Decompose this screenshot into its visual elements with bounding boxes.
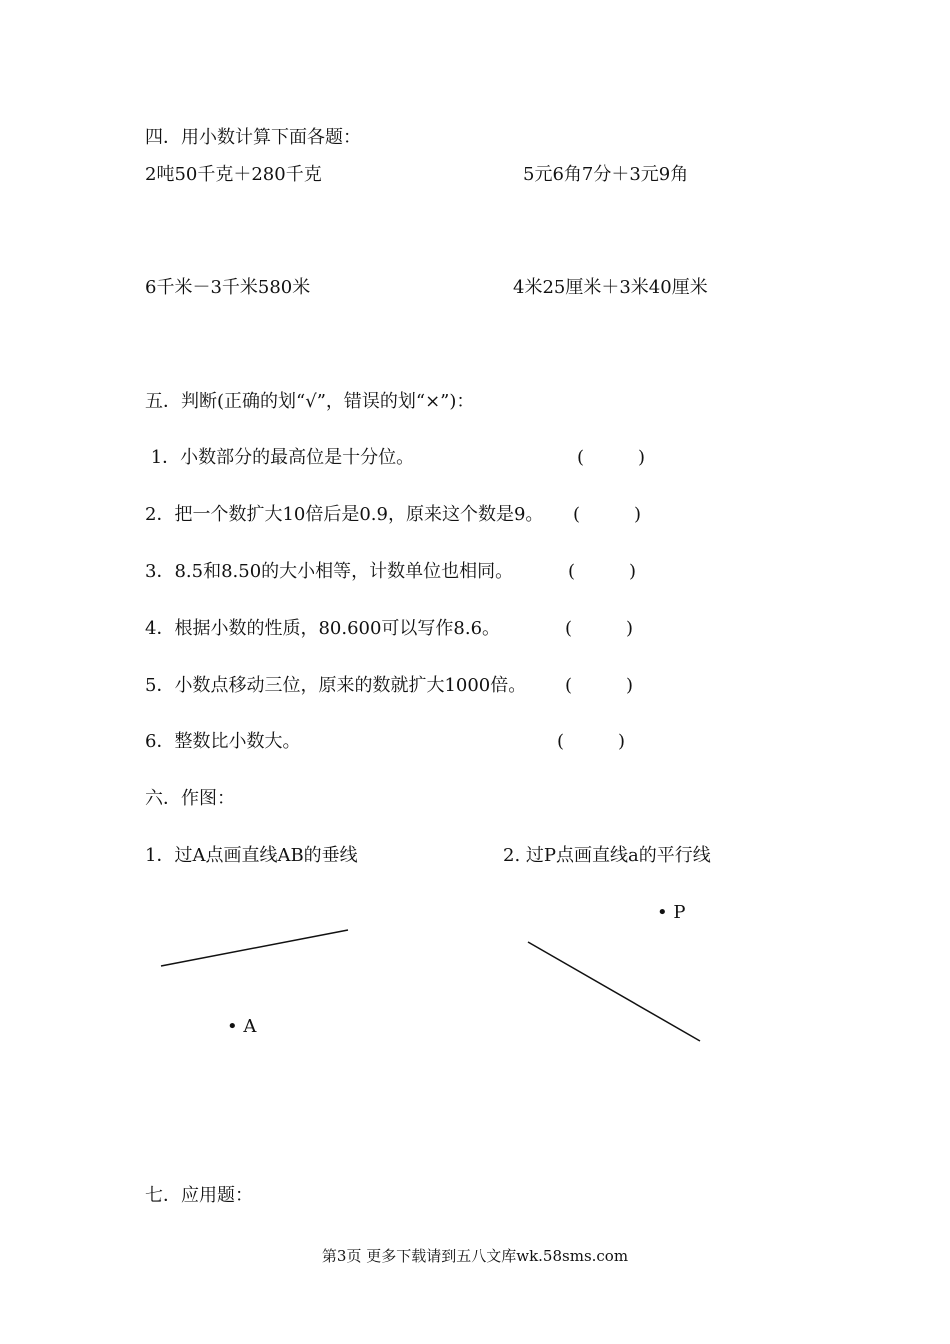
point-a-label: • A bbox=[227, 1016, 257, 1037]
point-p-label: • P bbox=[657, 902, 686, 923]
question-4-1: 2吨50千克＋280千克 bbox=[145, 164, 322, 185]
judge-item-1-paren: ( ) bbox=[577, 447, 646, 468]
section4-title: 四．用小数计算下面各题： bbox=[145, 127, 361, 148]
judge-item-4-text: 4．根据小数的性质，80.600可以写作8.6。 bbox=[145, 618, 501, 639]
question-4-2: 5元6角7分＋3元9角 bbox=[523, 164, 689, 185]
line-a bbox=[528, 942, 700, 1041]
judge-item-5-paren: ( ) bbox=[565, 675, 634, 696]
judge-item-4-paren: ( ) bbox=[565, 618, 634, 639]
judge-item-3-text: 3．8.5和8.50的大小相等，计数单位也相同。 bbox=[145, 561, 514, 582]
line-ab bbox=[161, 930, 348, 966]
judge-item-3-paren: ( ) bbox=[568, 561, 637, 582]
judge-item-5-text: 5．小数点移动三位，原来的数就扩大1000倍。 bbox=[145, 675, 527, 696]
page-footer: 第3页 更多下载请到五八文库wk.58sms.com bbox=[321, 1247, 629, 1265]
drawing-task-1: 1．过A点画直线AB的垂线 bbox=[145, 845, 358, 866]
judge-item-6-paren: ( ) bbox=[557, 731, 626, 752]
question-4-4: 4米25厘米＋3米40厘米 bbox=[513, 277, 708, 298]
judge-item-1-text: 1．小数部分的最高位是十分位。 bbox=[145, 447, 415, 468]
section7-title: 七．应用题： bbox=[145, 1185, 253, 1206]
judge-item-2-text: 2．把一个数扩大10倍后是0.9，原来这个数是9。 bbox=[145, 504, 544, 525]
judge-item-6-text: 6．整数比小数大。 bbox=[145, 731, 301, 752]
judge-item-2-paren: ( ) bbox=[573, 504, 642, 525]
section5-title: 五．判断(正确的划“√”，错误的划“×”)： bbox=[145, 391, 475, 412]
section6-title: 六．作图： bbox=[145, 788, 235, 809]
drawing-task-2: 2. 过P点画直线a的平行线 bbox=[503, 845, 711, 866]
question-4-3: 6千米－3千米580米 bbox=[145, 277, 311, 298]
